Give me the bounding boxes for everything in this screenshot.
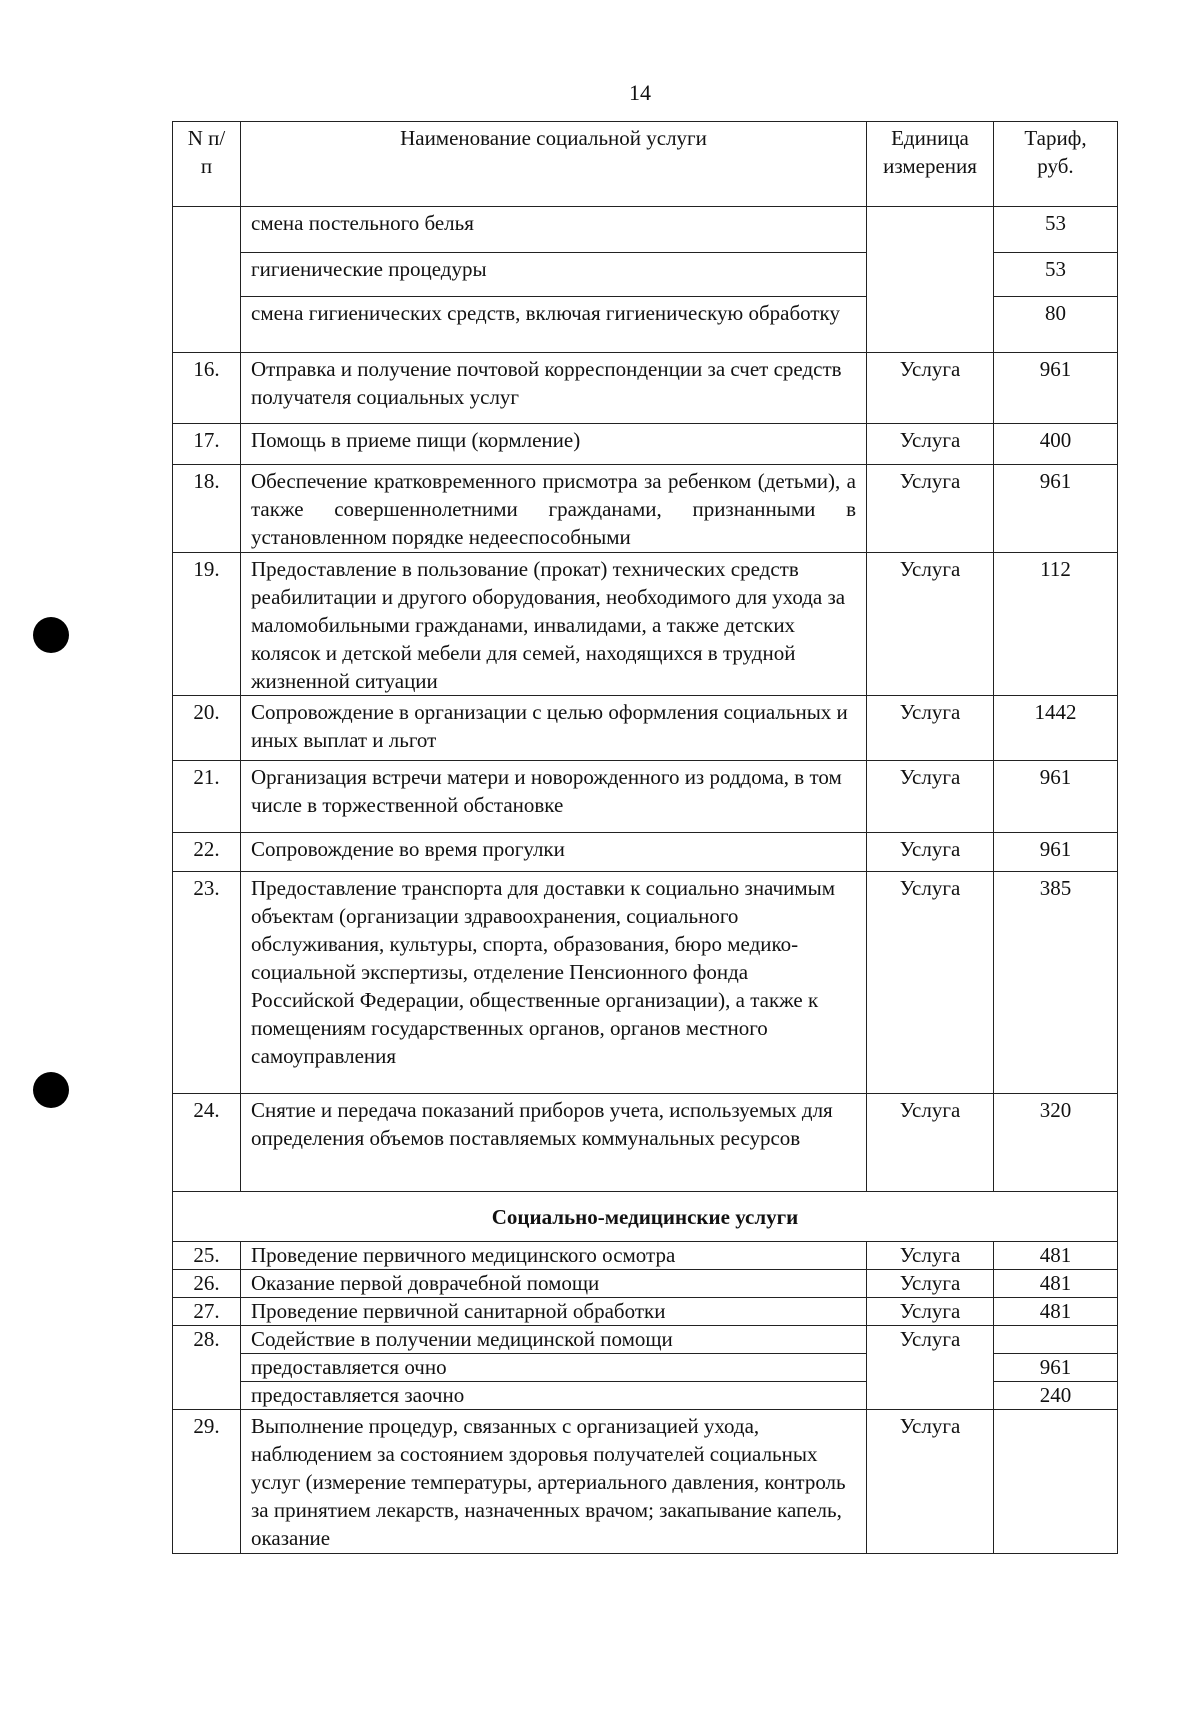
row-tariff	[994, 1410, 1118, 1554]
row-name: смена гигиенических средств, включая гигиеническую обработку	[241, 297, 867, 353]
header-name: Наименование социальной услуги	[241, 122, 867, 207]
row-name: Содействие в получении медицинской помощи	[241, 1326, 867, 1354]
row-num: 27.	[173, 1298, 241, 1326]
row-name: Сопровождение во время прогулки	[241, 833, 867, 872]
row-unit: Услуга	[867, 761, 994, 833]
table-row	[173, 1298, 1118, 1326]
row-unit: Услуга	[867, 424, 994, 465]
row-tariff: 961	[994, 353, 1118, 424]
table-row	[173, 465, 1118, 553]
punch-hole	[33, 617, 69, 653]
row-tariff: 112	[994, 553, 1118, 696]
row-name: Выполнение процедур, связанных с организацией ухода, наблюдением за состоянием здоровья получателей социальных услуг (измерение температуры, артериального давления, контроль за принятием лекарств, назначенных врачом; закапывание капель, оказание	[241, 1410, 867, 1554]
table-row	[173, 833, 1118, 872]
row-num: 22.	[173, 833, 241, 872]
row-name: предоставляется заочно	[241, 1382, 867, 1410]
row-num: 26.	[173, 1270, 241, 1298]
table-row	[173, 207, 1118, 253]
row-tariff	[994, 1326, 1118, 1354]
table-row	[173, 872, 1118, 1094]
row-unit: Услуга	[867, 872, 994, 1094]
row-tariff: 385	[994, 872, 1118, 1094]
row-name: Проведение первичного медицинского осмотра	[241, 1242, 867, 1270]
table-row	[173, 353, 1118, 424]
table-row	[173, 553, 1118, 696]
row-tariff: 961	[994, 833, 1118, 872]
row-num: 29.	[173, 1410, 241, 1554]
row-num: 18.	[173, 465, 241, 553]
row-name: Предоставление транспорта для доставки к социально значимым объектам (организации здравоохранения, социального обслуживания, культуры, спорта, образования, бюро медико-социальной экспертизы, отделение Пенсионного фонда Российской Федерации, общественные организации), а также к помещениям государственных органов, органов местного самоуправления	[241, 872, 867, 1094]
row-tariff: 961	[994, 761, 1118, 833]
table-row	[173, 696, 1118, 761]
section-title: Социально-медицинские услуги	[173, 1192, 1118, 1242]
row-num: 24.	[173, 1094, 241, 1192]
row-name: Проведение первичной санитарной обработки	[241, 1298, 867, 1326]
row-num: 19.	[173, 553, 241, 696]
row-tariff: 320	[994, 1094, 1118, 1192]
row-num: 28.	[173, 1326, 241, 1410]
row-unit: Услуга	[867, 353, 994, 424]
table-row	[173, 761, 1118, 833]
row-num: 20.	[173, 696, 241, 761]
row-name: Сопровождение в организации с целью оформления социальных и иных выплат и льгот	[241, 696, 867, 761]
table-row	[173, 1326, 1118, 1354]
row-num	[173, 207, 241, 353]
row-tariff: 481	[994, 1242, 1118, 1270]
row-name: смена постельного белья	[241, 207, 867, 253]
row-tariff: 961	[994, 1354, 1118, 1382]
row-num: 23.	[173, 872, 241, 1094]
section-row	[173, 1192, 1118, 1242]
row-name: Отправка и получение почтовой корреспонденции за счет средств получателя социальных услуг	[241, 353, 867, 424]
row-unit: Услуга	[867, 1094, 994, 1192]
row-unit: Услуга	[867, 696, 994, 761]
row-unit: Услуга	[867, 1326, 994, 1410]
row-tariff: 80	[994, 297, 1118, 353]
page-number: 14	[629, 80, 651, 105]
table-row	[173, 1094, 1118, 1192]
row-tariff: 1442	[994, 696, 1118, 761]
row-name: Снятие и передача показаний приборов учета, используемых для определения объемов поставляемых коммунальных ресурсов	[241, 1094, 867, 1192]
punch-hole	[33, 1072, 69, 1108]
row-tariff: 481	[994, 1270, 1118, 1298]
row-num: 17.	[173, 424, 241, 465]
row-tariff: 53	[994, 253, 1118, 297]
row-tariff: 53	[994, 207, 1118, 253]
row-name: предоставляется очно	[241, 1354, 867, 1382]
header-tariff: Тариф, руб.	[994, 122, 1118, 207]
row-num: 21.	[173, 761, 241, 833]
row-unit: Услуга	[867, 1242, 994, 1270]
row-tariff: 400	[994, 424, 1118, 465]
tariff-table	[172, 121, 1118, 1554]
row-unit	[867, 207, 994, 353]
header-unit: Единица измерения	[867, 122, 994, 207]
row-unit: Услуга	[867, 1298, 994, 1326]
table-row	[173, 1410, 1118, 1554]
row-name: Обеспечение кратковременного присмотра за ребенком (детьми), а также совершеннолетними гражданами, признанными в установленном порядке недееспособными	[241, 465, 867, 553]
row-unit: Услуга	[867, 465, 994, 553]
row-unit: Услуга	[867, 833, 994, 872]
row-num: 16.	[173, 353, 241, 424]
table-row	[173, 1270, 1118, 1298]
row-unit: Услуга	[867, 553, 994, 696]
header-num: N п/п	[173, 122, 241, 207]
row-name: Организация встречи матери и новорожденного из роддома, в том числе в торжественной обстановке	[241, 761, 867, 833]
row-tariff: 240	[994, 1382, 1118, 1410]
table-row	[173, 424, 1118, 465]
row-num: 25.	[173, 1242, 241, 1270]
row-name: Предоставление в пользование (прокат) технических средств реабилитации и другого оборудования, необходимого для ухода за маломобильными гражданами, инвалидами, а также детских колясок и детской мебели для семей, находящихся в трудной жизненной ситуации	[241, 553, 867, 696]
row-tariff: 481	[994, 1298, 1118, 1326]
table-header-row	[173, 122, 1118, 207]
row-tariff: 961	[994, 465, 1118, 553]
row-unit: Услуга	[867, 1270, 994, 1298]
row-name: Помощь в приеме пищи (кормление)	[241, 424, 867, 465]
row-unit: Услуга	[867, 1410, 994, 1554]
table-row	[173, 1242, 1118, 1270]
row-name: гигиенические процедуры	[241, 253, 867, 297]
row-name: Оказание первой доврачебной помощи	[241, 1270, 867, 1298]
